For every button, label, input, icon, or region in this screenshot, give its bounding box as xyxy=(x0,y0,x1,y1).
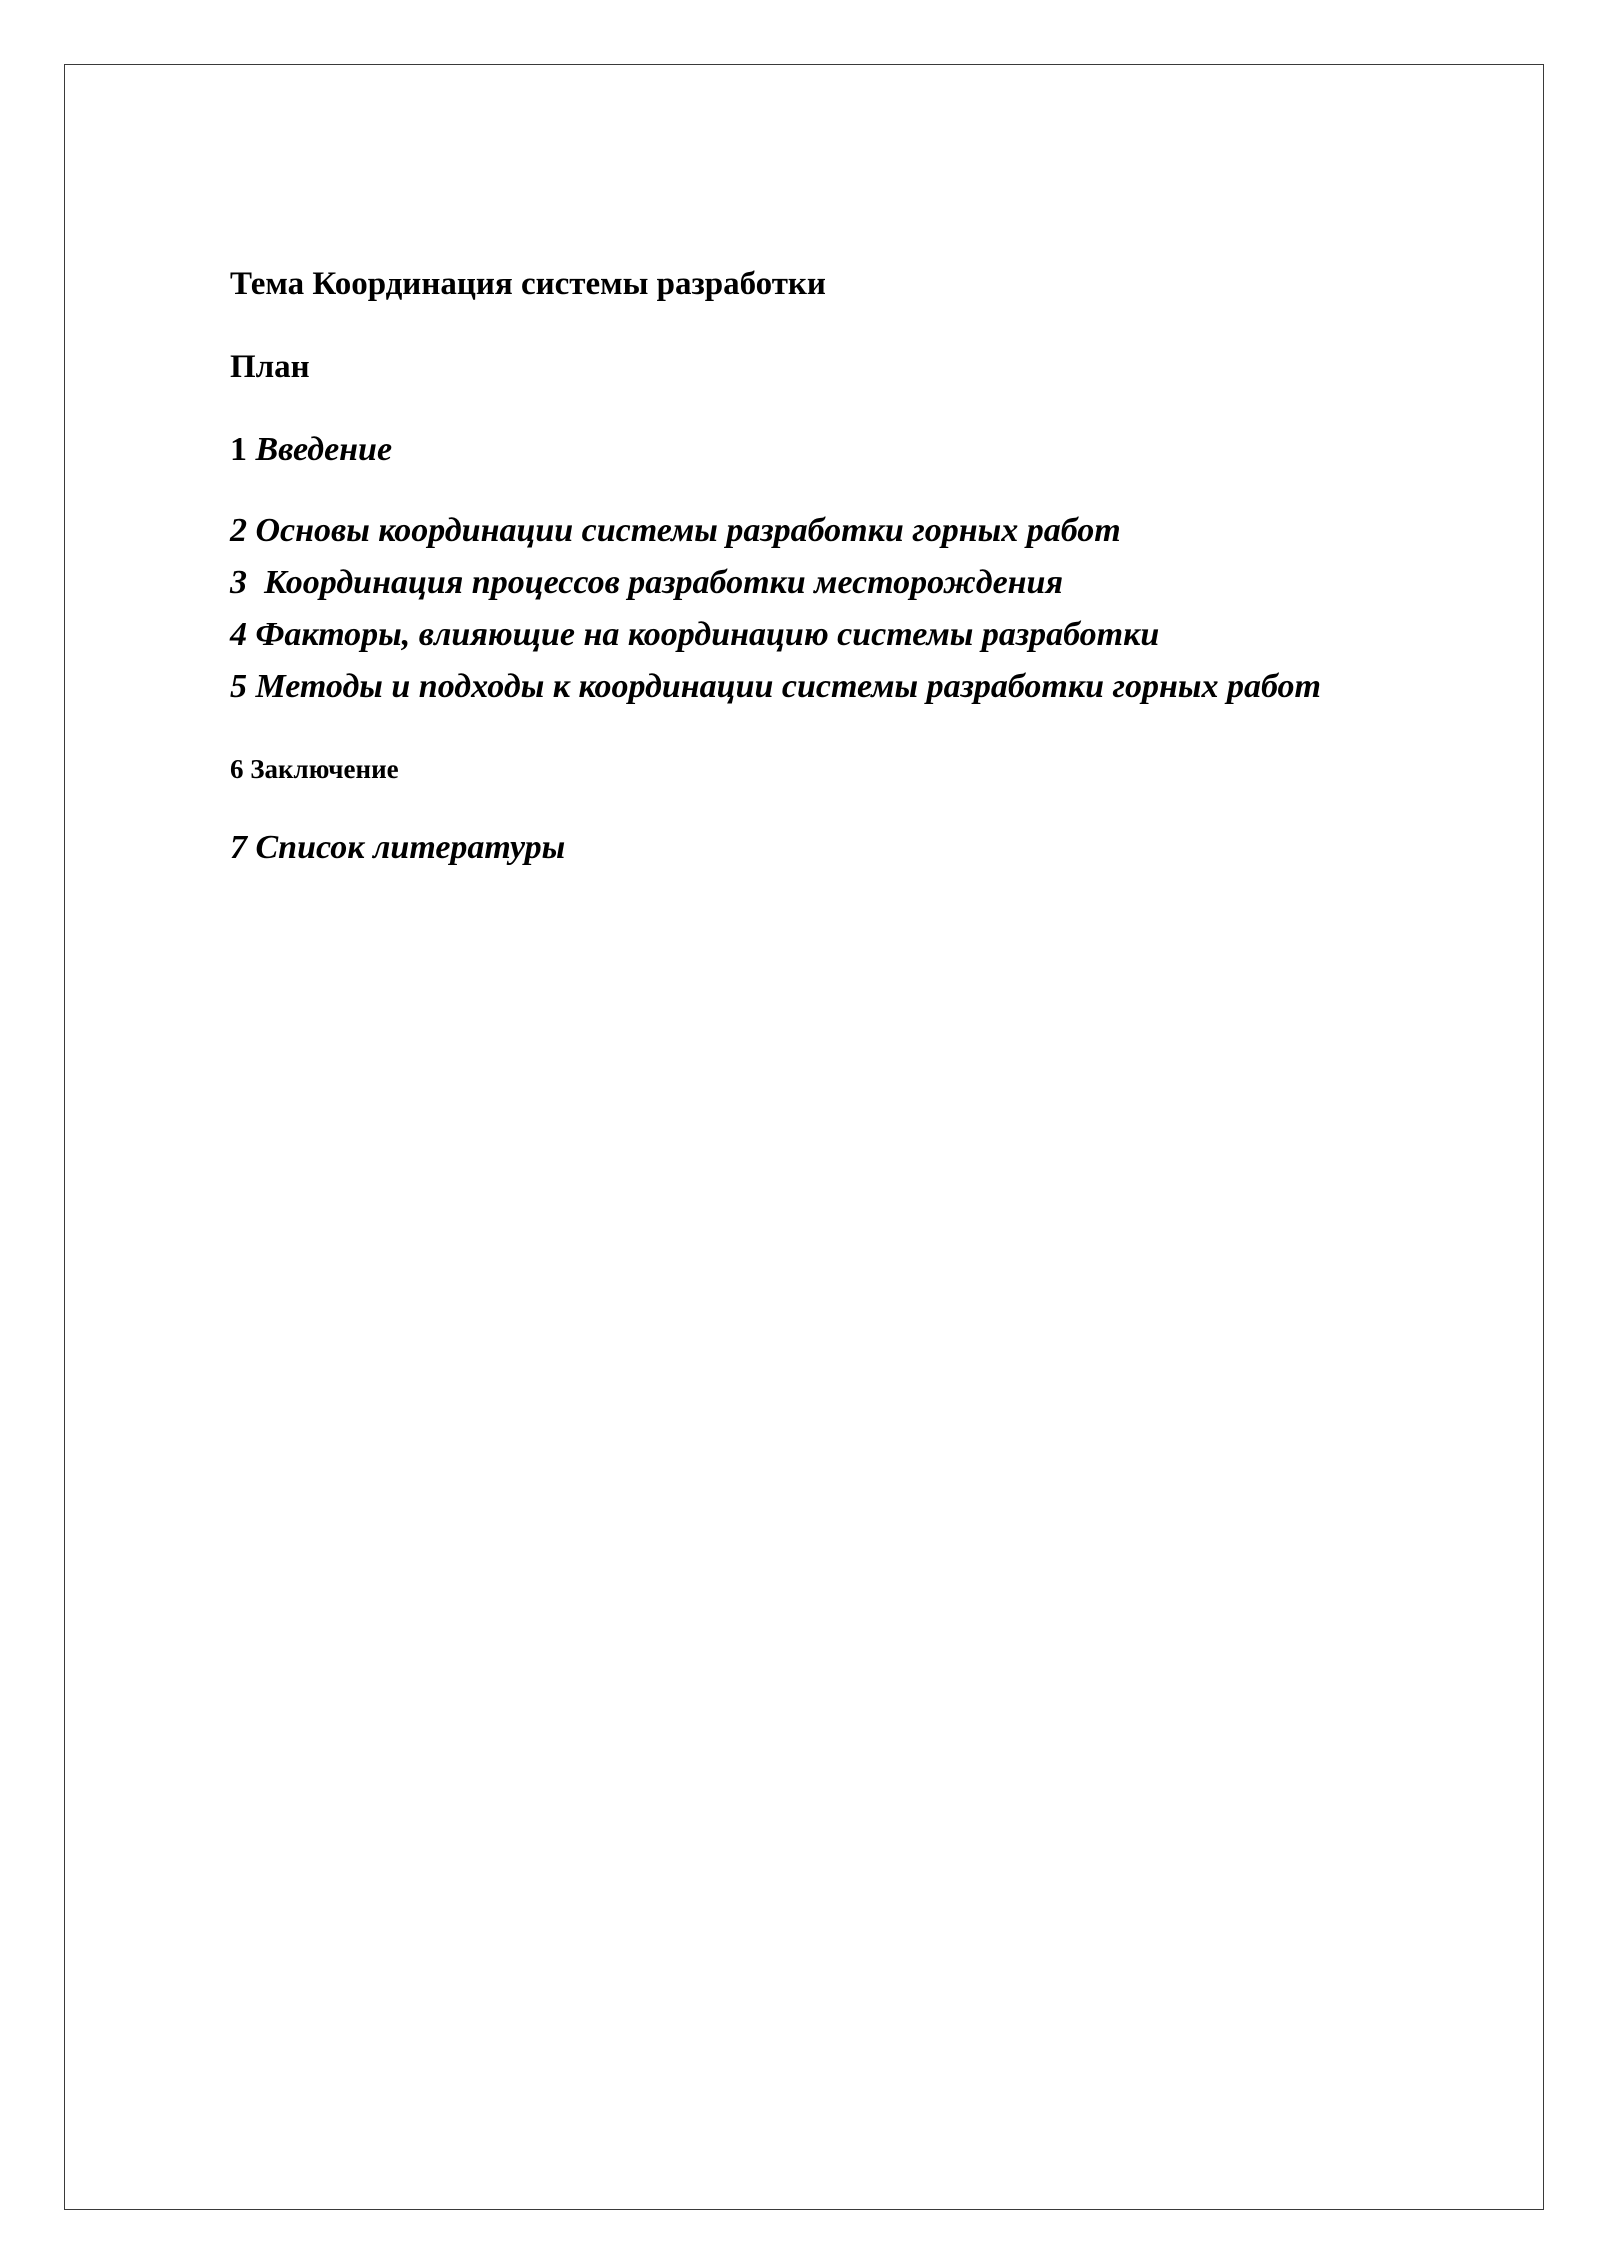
plan-item-5: 5 Методы и подходы к координации системы разработки горных работ xyxy=(230,668,1321,705)
plan-item-3: 3 Координация процессов разработки месторождения xyxy=(230,564,1063,601)
plan-item-4: 4 Факторы, влияющие на координацию системы разработки xyxy=(230,616,1160,653)
page-border xyxy=(64,64,1544,2210)
plan-item-2: 2 Основы координации системы разработки горных работ xyxy=(230,512,1121,549)
plan-item-1-text: Введение xyxy=(255,431,393,468)
plan-item-6: 6 Заключение xyxy=(230,754,399,784)
plan-item-1-number: 1 xyxy=(230,431,247,468)
plan-item-7: 7 Список литературы xyxy=(230,829,566,866)
plan-heading: План xyxy=(230,349,310,385)
plan-item-1 xyxy=(230,433,392,467)
document-title: Тема Координация системы разработки xyxy=(230,266,826,302)
